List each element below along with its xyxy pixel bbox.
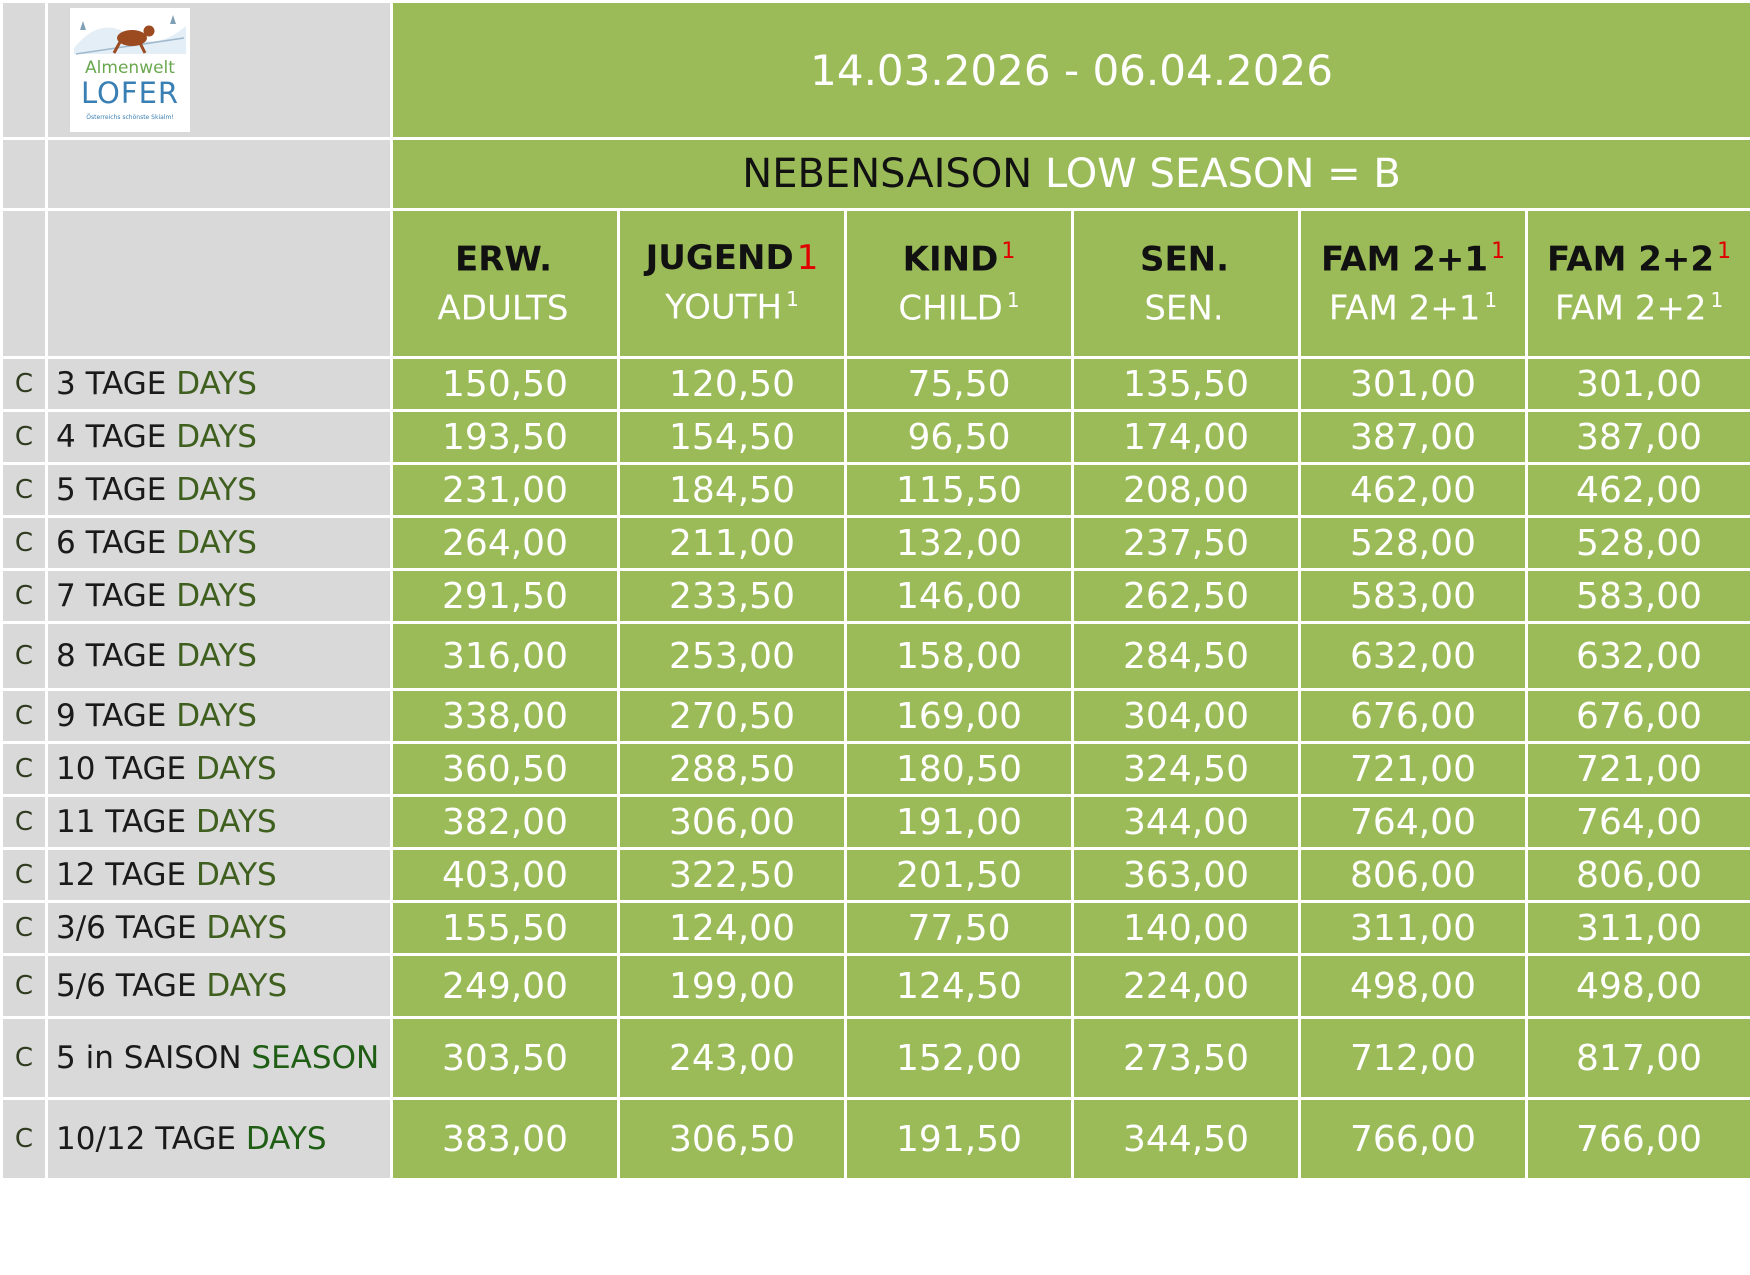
- column-header-en-text: SEN.: [1144, 288, 1224, 329]
- ticket-duration-en: DAYS: [206, 968, 288, 1004]
- price-cell: 249,00: [392, 955, 619, 1018]
- column-header-en-text: YOUTH: [665, 287, 783, 328]
- price-cell: 155,50: [392, 902, 619, 955]
- price-cell: 152,00: [846, 1018, 1073, 1099]
- label-spacer-cell: [47, 210, 392, 358]
- ticket-duration-de: 10/12 TAGE: [56, 1121, 236, 1157]
- price-cell: 632,00: [1300, 623, 1527, 690]
- ticket-duration-en: SEASON: [251, 1040, 380, 1076]
- price-cell: 150,50: [392, 358, 619, 411]
- price-cell: 766,00: [1527, 1099, 1750, 1180]
- column-header-en-text: CHILD: [898, 288, 1003, 329]
- price-cell: 154,50: [619, 411, 846, 464]
- ticket-duration-de: 11 TAGE: [56, 804, 187, 840]
- column-header-de-text: ERW.: [454, 238, 553, 279]
- price-cell: 403,00: [392, 849, 619, 902]
- ticket-duration-en: DAYS: [195, 751, 277, 787]
- column-header-de: [1074, 239, 1298, 279]
- price-cell: 498,00: [1300, 955, 1527, 1018]
- ticket-duration-en: DAYS: [176, 578, 257, 614]
- price-cell: 301,00: [1300, 358, 1527, 411]
- column-header-en-text: ADULTS: [437, 288, 569, 329]
- season-row: [2, 139, 1750, 210]
- ticket-duration-de: 3 TAGE: [56, 366, 167, 402]
- ticket-duration-de: 5 TAGE: [56, 472, 167, 508]
- ticket-duration: [47, 570, 392, 623]
- ticket-duration-de: 5/6 TAGE: [56, 968, 197, 1004]
- price-cell: 124,50: [846, 955, 1073, 1018]
- price-cell: 201,50: [846, 849, 1073, 902]
- price-cell: 224,00: [1073, 955, 1300, 1018]
- ticket-duration: [47, 623, 392, 690]
- price-cell: 766,00: [1300, 1099, 1527, 1180]
- column-header-de-text: KIND: [902, 238, 999, 279]
- ticket-duration: [47, 517, 392, 570]
- price-cell: 264,00: [392, 517, 619, 570]
- ticket-duration-de: 9 TAGE: [56, 698, 167, 734]
- code-spacer-cell: [2, 139, 47, 210]
- column-header-de-text: FAM 2+1: [1320, 238, 1489, 279]
- ticket-duration: [47, 464, 392, 517]
- ticket-code: C: [2, 849, 47, 902]
- column-header: [619, 210, 846, 358]
- price-cell: 75,50: [846, 358, 1073, 411]
- ticket-duration: [47, 796, 392, 849]
- price-cell: 387,00: [1300, 411, 1527, 464]
- price-cell: 184,50: [619, 464, 846, 517]
- price-cell: 146,00: [846, 570, 1073, 623]
- table-row: [2, 411, 1750, 464]
- ticket-duration: [47, 358, 392, 411]
- price-cell: 237,50: [1073, 517, 1300, 570]
- price-cell: 363,00: [1073, 849, 1300, 902]
- price-cell: 721,00: [1300, 743, 1527, 796]
- date-range: 14.03.2026 - 06.04.2026: [392, 2, 1750, 139]
- price-cell: 193,50: [392, 411, 619, 464]
- table-row: [2, 955, 1750, 1018]
- ticket-duration: [47, 690, 392, 743]
- logo-line1: Almenwelt: [85, 58, 175, 78]
- ticket-duration-de: 10 TAGE: [56, 751, 187, 787]
- column-header-en: [393, 289, 617, 328]
- column-header-en: [620, 288, 844, 327]
- footnote-marker: 1: [1001, 238, 1016, 264]
- code-header-cell: [2, 2, 47, 139]
- price-cell: 324,50: [1073, 743, 1300, 796]
- column-header-en: [1301, 289, 1525, 328]
- ticket-duration-en: DAYS: [176, 525, 257, 561]
- footnote-marker: 1: [1710, 288, 1724, 312]
- table-row: [2, 358, 1750, 411]
- ticket-duration-de: 7 TAGE: [56, 578, 167, 614]
- column-header-de: [847, 239, 1071, 279]
- column-header: [846, 210, 1073, 358]
- price-cell: 262,50: [1073, 570, 1300, 623]
- column-header-en: [1528, 289, 1750, 328]
- ticket-duration-en: DAYS: [245, 1121, 327, 1157]
- price-cell: 712,00: [1300, 1018, 1527, 1099]
- ticket-duration-de: 6 TAGE: [56, 525, 167, 561]
- column-header-de-text: JUGEND: [645, 238, 794, 279]
- price-cell: 316,00: [392, 623, 619, 690]
- table-row: [2, 849, 1750, 902]
- table-row: [2, 464, 1750, 517]
- price-cell: 211,00: [619, 517, 846, 570]
- code-spacer-cell: [2, 210, 47, 358]
- price-cell: 120,50: [619, 358, 846, 411]
- footnote-marker: 1: [796, 238, 819, 279]
- column-header-de-text: FAM 2+2: [1546, 238, 1715, 279]
- price-cell: 764,00: [1527, 796, 1750, 849]
- price-cell: 304,00: [1073, 690, 1300, 743]
- ticket-code: C: [2, 1018, 47, 1099]
- ticket-duration-en: DAYS: [176, 698, 257, 734]
- ticket-duration: [47, 743, 392, 796]
- ticket-code: C: [2, 570, 47, 623]
- price-cell: 344,50: [1073, 1099, 1300, 1180]
- ticket-duration-de: 8 TAGE: [56, 638, 167, 674]
- ticket-duration-en: DAYS: [176, 472, 257, 508]
- table-row: [2, 1018, 1750, 1099]
- price-cell: 135,50: [1073, 358, 1300, 411]
- price-cell: 253,00: [619, 623, 846, 690]
- column-header-en-text: FAM 2+1: [1328, 288, 1481, 329]
- season-title-en: LOW SEASON = B: [1044, 151, 1401, 197]
- ticket-code: C: [2, 517, 47, 570]
- column-header-row: [2, 210, 1750, 358]
- ticket-duration-de: 4 TAGE: [56, 419, 167, 455]
- price-cell: 191,00: [846, 796, 1073, 849]
- table-row: [2, 517, 1750, 570]
- table-row: [2, 623, 1750, 690]
- ticket-duration: [47, 955, 392, 1018]
- price-cell: 360,50: [392, 743, 619, 796]
- price-cell: 115,50: [846, 464, 1073, 517]
- price-cell: 270,50: [619, 690, 846, 743]
- date-row: [2, 2, 1750, 139]
- footnote-marker: 1: [1484, 288, 1498, 312]
- price-cell: 764,00: [1300, 796, 1527, 849]
- price-cell: 158,00: [846, 623, 1073, 690]
- price-cell: 498,00: [1527, 955, 1750, 1018]
- price-cell: 528,00: [1527, 517, 1750, 570]
- logo-line2: LOFER: [80, 76, 180, 110]
- price-cell: 383,00: [392, 1099, 619, 1180]
- ticket-duration: [47, 411, 392, 464]
- price-cell: 124,00: [619, 902, 846, 955]
- price-cell: 231,00: [392, 464, 619, 517]
- price-cell: 632,00: [1527, 623, 1750, 690]
- table-row: [2, 902, 1750, 955]
- price-cell: 301,00: [1527, 358, 1750, 411]
- ticket-duration-en: DAYS: [195, 857, 277, 893]
- ticket-duration-en: DAYS: [206, 910, 288, 946]
- ticket-code: C: [2, 743, 47, 796]
- column-header-en: [1074, 289, 1298, 328]
- price-cell: 174,00: [1073, 411, 1300, 464]
- price-cell: 243,00: [619, 1018, 846, 1099]
- column-header-de: [1301, 239, 1525, 279]
- column-header-de: [1528, 239, 1750, 279]
- ticket-code: C: [2, 411, 47, 464]
- table-row: [2, 743, 1750, 796]
- ticket-duration-en: DAYS: [176, 638, 257, 674]
- price-cell: 208,00: [1073, 464, 1300, 517]
- ticket-code: C: [2, 1099, 47, 1180]
- season-title-de: NEBENSAISON: [742, 151, 1033, 197]
- column-header: [1300, 210, 1527, 358]
- price-cell: 344,00: [1073, 796, 1300, 849]
- ticket-duration: [47, 902, 392, 955]
- column-header: [1073, 210, 1300, 358]
- price-cell: 387,00: [1527, 411, 1750, 464]
- column-header-en-text: FAM 2+2: [1554, 288, 1707, 329]
- logo-cell: [47, 2, 392, 139]
- price-cell: 676,00: [1300, 690, 1527, 743]
- footnote-marker: 1: [1491, 238, 1506, 264]
- footnote-marker: 1: [1006, 288, 1020, 312]
- price-cell: 338,00: [392, 690, 619, 743]
- ticket-duration-en: DAYS: [176, 366, 257, 402]
- price-cell: 721,00: [1527, 743, 1750, 796]
- price-cell: 96,50: [846, 411, 1073, 464]
- ticket-code: C: [2, 902, 47, 955]
- price-cell: 462,00: [1300, 464, 1527, 517]
- ticket-code: C: [2, 464, 47, 517]
- logo-tagline: Österreichs schönste Skialm!: [86, 114, 174, 121]
- ticket-duration-de: 12 TAGE: [56, 857, 187, 893]
- price-cell: 528,00: [1300, 517, 1527, 570]
- column-header-de: [393, 239, 617, 279]
- almenwelt-lofer-logo: [70, 8, 190, 132]
- price-cell: 199,00: [619, 955, 846, 1018]
- price-cell: 806,00: [1527, 849, 1750, 902]
- price-cell: 306,00: [619, 796, 846, 849]
- column-header: [392, 210, 619, 358]
- ticket-duration-en: DAYS: [195, 804, 277, 840]
- column-header-de: [620, 239, 844, 278]
- price-cell: 311,00: [1527, 902, 1750, 955]
- footnote-marker: 1: [786, 287, 799, 312]
- ticket-duration: [47, 1018, 392, 1099]
- price-cell: 382,00: [392, 796, 619, 849]
- ticket-code: C: [2, 690, 47, 743]
- price-cell: 676,00: [1527, 690, 1750, 743]
- label-spacer-cell: [47, 139, 392, 210]
- ticket-code: C: [2, 955, 47, 1018]
- price-cell: 806,00: [1300, 849, 1527, 902]
- price-cell: 284,50: [1073, 623, 1300, 690]
- ticket-code: C: [2, 358, 47, 411]
- column-header: [1527, 210, 1750, 358]
- price-cell: 191,50: [846, 1099, 1073, 1180]
- ticket-duration-de: 3/6 TAGE: [56, 910, 197, 946]
- price-cell: 291,50: [392, 570, 619, 623]
- price-cell: 817,00: [1527, 1018, 1750, 1099]
- price-cell: 583,00: [1300, 570, 1527, 623]
- price-cell: 306,50: [619, 1099, 846, 1180]
- price-cell: 169,00: [846, 690, 1073, 743]
- ticket-duration-de: 5 in SAISON: [56, 1040, 242, 1076]
- price-cell: 583,00: [1527, 570, 1750, 623]
- column-header-de-text: SEN.: [1139, 238, 1230, 279]
- price-cell: 180,50: [846, 743, 1073, 796]
- ticket-duration: [47, 1099, 392, 1180]
- price-cell: 132,00: [846, 517, 1073, 570]
- table-row: [2, 690, 1750, 743]
- season-title: [392, 139, 1750, 210]
- column-header-en: [847, 289, 1071, 328]
- price-cell: 322,50: [619, 849, 846, 902]
- ticket-code: C: [2, 623, 47, 690]
- price-cell: 462,00: [1527, 464, 1750, 517]
- table-row: [2, 796, 1750, 849]
- price-cell: 303,50: [392, 1018, 619, 1099]
- table-row: [2, 1099, 1750, 1180]
- ticket-code: C: [2, 796, 47, 849]
- ticket-duration-en: DAYS: [176, 419, 257, 455]
- ticket-duration: [47, 849, 392, 902]
- footnote-marker: 1: [1717, 238, 1732, 264]
- price-cell: 273,50: [1073, 1018, 1300, 1099]
- price-cell: 77,50: [846, 902, 1073, 955]
- table-row: [2, 570, 1750, 623]
- price-cell: 288,50: [619, 743, 846, 796]
- price-cell: 233,50: [619, 570, 846, 623]
- price-cell: 140,00: [1073, 902, 1300, 955]
- price-cell: 311,00: [1300, 902, 1527, 955]
